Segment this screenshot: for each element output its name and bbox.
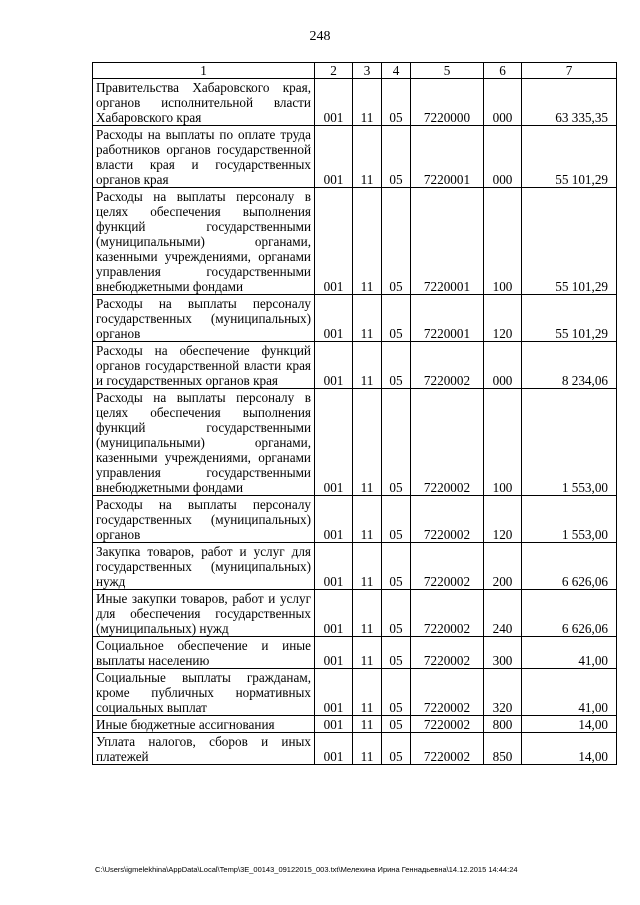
amount-cell: 55 101,29	[522, 188, 617, 295]
code-cell: 7220002	[411, 716, 484, 733]
code-cell: 001	[315, 637, 353, 669]
expense-name-cell: Закупка товаров, работ и услуг для государственных (муниципальных) нужд	[93, 543, 315, 590]
code-cell: 7220002	[411, 389, 484, 496]
code-cell: 11	[353, 543, 382, 590]
code-cell: 05	[382, 188, 411, 295]
code-cell: 001	[315, 590, 353, 637]
code-cell: 11	[353, 295, 382, 342]
amount-cell: 1 553,00	[522, 496, 617, 543]
amount-cell: 1 553,00	[522, 389, 617, 496]
expense-name-cell: Расходы на выплаты персоналу в целях обеспечения выполнения функций государственными (муниципальными) органами, казенными учреждениями, органами управления государственными внебюджетными фондами	[93, 389, 315, 496]
code-cell: 7220001	[411, 295, 484, 342]
page-number: 248	[309, 29, 331, 44]
code-cell: 001	[315, 126, 353, 188]
code-cell: 05	[382, 342, 411, 389]
table-row	[93, 126, 617, 188]
code-cell: 001	[315, 342, 353, 389]
code-cell: 11	[353, 389, 382, 496]
amount-cell: 41,00	[522, 669, 617, 716]
code-cell: 11	[353, 188, 382, 295]
code-cell: 001	[315, 716, 353, 733]
code-cell: 05	[382, 543, 411, 590]
table-row	[93, 733, 617, 765]
budget-table	[92, 62, 617, 765]
code-cell: 05	[382, 79, 411, 126]
column-header: 4	[382, 63, 411, 79]
code-cell: 200	[484, 543, 522, 590]
table-row	[93, 342, 617, 389]
code-cell: 300	[484, 637, 522, 669]
expense-name-cell: Расходы на выплаты персоналу государственных (муниципальных) органов	[93, 496, 315, 543]
expense-name-cell: Расходы на выплаты персоналу государственных (муниципальных) органов	[93, 295, 315, 342]
expense-name-cell: Иные закупки товаров, работ и услуг для обеспечения государственных (муниципальных) нужд	[93, 590, 315, 637]
code-cell: 05	[382, 295, 411, 342]
code-cell: 05	[382, 716, 411, 733]
code-cell: 001	[315, 188, 353, 295]
expense-name-cell: Расходы на выплаты по оплате труда работников органов государственной власти края и государственных органов края	[93, 126, 315, 188]
code-cell: 05	[382, 637, 411, 669]
column-header: 2	[315, 63, 353, 79]
table-row	[93, 716, 617, 733]
code-cell: 001	[315, 733, 353, 765]
amount-cell: 55 101,29	[522, 126, 617, 188]
code-cell: 7220002	[411, 543, 484, 590]
code-cell: 320	[484, 669, 522, 716]
column-header: 1	[93, 63, 315, 79]
expense-name-cell: Уплата налогов, сборов и иных платежей	[93, 733, 315, 765]
code-cell: 11	[353, 590, 382, 637]
column-header: 7	[522, 63, 617, 79]
code-cell: 100	[484, 389, 522, 496]
file-path-footer: C:\Users\igmelekhina\AppData\Local\Temp\3E_00143_09122015_003.txt\Мелехина Ирина Геннадьевна\14.12.2015 14:44:24	[95, 865, 518, 874]
code-cell: 11	[353, 716, 382, 733]
code-cell: 05	[382, 669, 411, 716]
amount-cell: 55 101,29	[522, 295, 617, 342]
expense-name-cell: Расходы на обеспечение функций органов государственной власти края и государственных органов края	[93, 342, 315, 389]
code-cell: 001	[315, 496, 353, 543]
code-cell: 11	[353, 669, 382, 716]
code-cell: 001	[315, 389, 353, 496]
table-row	[93, 188, 617, 295]
code-cell: 11	[353, 126, 382, 188]
code-cell: 7220002	[411, 496, 484, 543]
table-row	[93, 669, 617, 716]
code-cell: 120	[484, 295, 522, 342]
expense-name-cell: Расходы на выплаты персоналу в целях обеспечения выполнения функций государственными (муниципальными) органами, казенными учреждениями, органами управления государственными внебюджетными фондами	[93, 188, 315, 295]
code-cell: 100	[484, 188, 522, 295]
code-cell: 7220002	[411, 637, 484, 669]
code-cell: 11	[353, 637, 382, 669]
column-header: 3	[353, 63, 382, 79]
code-cell: 7220002	[411, 669, 484, 716]
table-row	[93, 590, 617, 637]
code-cell: 7220001	[411, 126, 484, 188]
expense-name-cell: Иные бюджетные ассигнования	[93, 716, 315, 733]
code-cell: 001	[315, 543, 353, 590]
code-cell: 001	[315, 79, 353, 126]
column-header: 5	[411, 63, 484, 79]
code-cell: 05	[382, 389, 411, 496]
code-cell: 240	[484, 590, 522, 637]
expense-name-cell: Социальные выплаты гражданам, кроме публичных нормативных социальных выплат	[93, 669, 315, 716]
code-cell: 05	[382, 126, 411, 188]
table-row	[93, 496, 617, 543]
code-cell: 7220000	[411, 79, 484, 126]
amount-cell: 41,00	[522, 637, 617, 669]
code-cell: 11	[353, 496, 382, 543]
code-cell: 11	[353, 79, 382, 126]
code-cell: 05	[382, 733, 411, 765]
expense-name-cell: Социальное обеспечение и иные выплаты населению	[93, 637, 315, 669]
code-cell: 001	[315, 295, 353, 342]
code-cell: 850	[484, 733, 522, 765]
table-row	[93, 389, 617, 496]
code-cell: 05	[382, 590, 411, 637]
code-cell: 001	[315, 669, 353, 716]
code-cell: 000	[484, 126, 522, 188]
amount-cell: 8 234,06	[522, 342, 617, 389]
code-cell: 05	[382, 496, 411, 543]
header-row	[93, 63, 617, 79]
amount-cell: 6 626,06	[522, 543, 617, 590]
table-row	[93, 543, 617, 590]
table-row	[93, 637, 617, 669]
amount-cell: 14,00	[522, 733, 617, 765]
code-cell: 120	[484, 496, 522, 543]
table-row	[93, 295, 617, 342]
column-header: 6	[484, 63, 522, 79]
code-cell: 11	[353, 733, 382, 765]
code-cell: 7220002	[411, 733, 484, 765]
code-cell: 7220001	[411, 188, 484, 295]
amount-cell: 6 626,06	[522, 590, 617, 637]
code-cell: 000	[484, 79, 522, 126]
code-cell: 7220002	[411, 342, 484, 389]
amount-cell: 63 335,35	[522, 79, 617, 126]
expense-name-cell: Правительства Хабаровского края, органов исполнительной власти Хабаровского края	[93, 79, 315, 126]
code-cell: 000	[484, 342, 522, 389]
table-row	[93, 79, 617, 126]
code-cell: 800	[484, 716, 522, 733]
amount-cell: 14,00	[522, 716, 617, 733]
code-cell: 11	[353, 342, 382, 389]
code-cell: 7220002	[411, 590, 484, 637]
